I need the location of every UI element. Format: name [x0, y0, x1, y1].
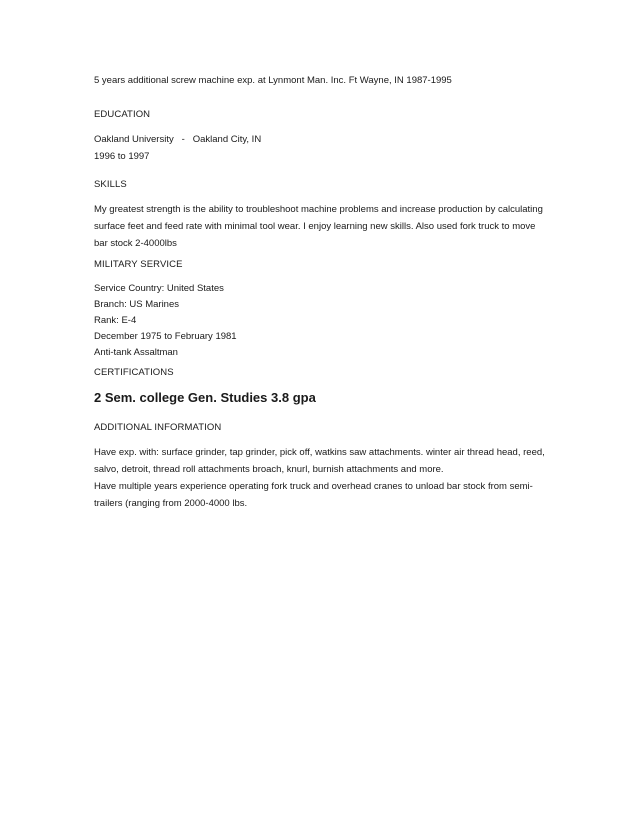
education-heading: EDUCATION	[94, 109, 151, 120]
skills-heading: SKILLS	[94, 179, 127, 190]
military-line: Branch: US Marines	[94, 299, 180, 310]
military-body	[94, 281, 554, 361]
military-line: Service Country: United States	[94, 283, 224, 294]
additional-section	[94, 421, 546, 512]
additional-line: Have exp. with: surface grinder, tap grinder, pick off, watkins saw attachments. winter air thread head, reed,	[94, 447, 545, 458]
certifications-section	[94, 366, 554, 407]
skills-line: bar stock 2-4000lbs	[94, 238, 177, 249]
additional-line: trailers (ranging from 2000-4000 lbs.	[94, 498, 248, 509]
education-body	[94, 131, 554, 165]
military-line: Rank: E-4	[94, 315, 137, 326]
skills-line: surface feet and feed rate with minimal tool wear. I enjoy learning new skills. Also used fork truck to move	[94, 221, 536, 232]
skills-line: My greatest strength is the ability to troubleshoot machine problems and increase production by calculating	[94, 204, 543, 215]
additional-heading: ADDITIONAL INFORMATION	[94, 422, 222, 433]
intro-line: 5 years additional screw machine exp. at Lynmont Man. Inc. Ft Wayne, IN 1987-1995	[94, 75, 452, 86]
education-section	[94, 108, 554, 165]
additional-line: salvo, detroit, thread roll attachments broach, knurl, burnish attachments and more.	[94, 464, 444, 475]
military-heading: MILITARY SERVICE	[94, 259, 183, 270]
military-line: Anti-tank Assaltman	[94, 347, 178, 358]
military-line: December 1975 to February 1981	[94, 331, 237, 342]
certifications-heading: CERTIFICATIONS	[94, 367, 174, 378]
skills-section	[94, 178, 554, 252]
skills-body	[94, 201, 554, 252]
additional-body	[94, 444, 546, 512]
military-section	[94, 258, 554, 361]
education-school: Oakland University - Oakland City, IN	[94, 134, 262, 145]
education-dates: 1996 to 1997	[94, 151, 150, 162]
certification-highlight: 2 Sem. college Gen. Studies 3.8 gpa	[94, 390, 316, 405]
additional-line: Have multiple years experience operating fork truck and overhead cranes to unload bar stock from semi-	[94, 481, 533, 492]
